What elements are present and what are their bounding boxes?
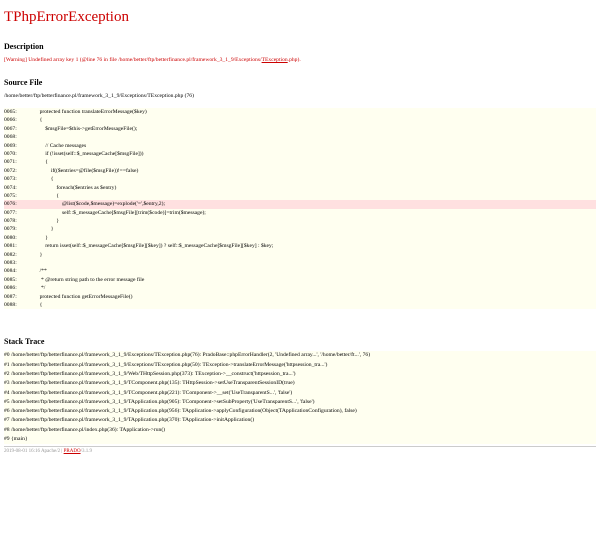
stack-frame: #1 /home/better/ftp/betterfinance.pl/framework_3_1_9/Exceptions/TException.php(50): TException->translateErrorMessage('httpsession_tra...') [4,361,328,368]
line-code: @list($code,$message)=explode('=',$entry,2); [34,201,166,208]
footer-version: 2019-08-01 16:16 Apache/2 | [4,449,64,455]
stack-frame: #3 /home/better/ftp/betterfinance.pl/framework_3_1_9/TComponent.php(135): THttpSession->setUseTransparentSessionID(true) [4,380,295,387]
stack-trace-heading: Stack Trace [4,337,45,347]
source-line [4,284,596,292]
line-number: 0078: [4,218,17,225]
line-number: 0065: [4,109,17,115]
prado-link[interactable]: PRADO [63,449,81,455]
line-code: // Cache messages [34,142,87,149]
line-number: 0070: [4,150,17,157]
line-code: { [34,117,43,124]
exception-link[interactable]: TException [261,57,288,63]
line-code: { [34,176,54,183]
stack-frame: #6 /home/better/ftp/betterfinance.pl/framework_3_1_9/TApplication.php(956): TApplication->applyConfiguration(Object(TApplicationConfiguration), false) [4,408,357,415]
source-line [4,209,596,217]
source-line [4,175,596,183]
line-code: return isset(self::$_messageCache[$msgFile][$key]) ? self::$_messageCache[$msgFile][$key] : $key; [34,243,274,250]
stack-frame: #9 {main} [4,436,28,443]
line-code: foreach($entries as $entry) [34,184,117,191]
line-number: 0068: [4,134,17,141]
line-number: 0084: [4,268,17,275]
source-code-block [4,108,596,309]
line-number: 0069: [4,142,17,149]
stack-frame: #7 /home/better/ftp/betterfinance.pl/framework_3_1_9/TApplication.php(370): TApplication->initApplication() [4,417,255,424]
line-code: if(($entries=@file($msgFile))!==false) [34,167,139,174]
stack-frame: #2 /home/better/ftp/betterfinance.pl/framework_3_1_9/Web/THttpSession.php(373): TException->__construct('httpsession_tra...') [4,370,296,377]
source-line [4,192,596,200]
source-line [4,167,596,175]
line-code: } [34,226,54,233]
line-code: { [34,301,43,308]
source-line [4,133,596,141]
source-line [4,225,596,233]
stack-frame: #4 /home/better/ftp/betterfinance.pl/framework_3_1_9/TComponent.php(221): TComponent->__set('UseTransparentS...', 'false') [4,389,293,396]
footer [4,446,596,456]
line-code: * @return string path to the error message file [34,276,145,283]
stack-frame: #0 /home/better/ftp/betterfinance.pl/framework_3_1_9/Exceptions/TException.php(76): PradoBase::phpErrorHandler(2, 'Undefined array...', '/home/better/ft...', 76) [4,352,371,359]
page-title: TPhpErrorException [4,9,129,25]
source-line [4,158,596,166]
line-number: 0088: [4,301,17,308]
line-number: 0066: [4,117,17,124]
line-code: protected function getErrorMessageFile() [34,293,133,300]
source-line [4,259,596,267]
line-number: 0083: [4,260,17,267]
source-line [4,276,596,284]
line-number: 0077: [4,209,17,216]
line-code: $msgFile=$this->getErrorMessageFile(); [34,125,138,132]
line-code: */ [34,285,46,292]
line-code: } [34,234,48,241]
line-number: 0085: [4,276,17,283]
stack-frame: #5 /home/better/ftp/betterfinance.pl/framework_3_1_9/TApplication.php(905): TComponent->setSubProperty('UseTransparentS...', 'false') [4,398,315,405]
stack-frame: #8 /home/better/ftp/betterfinance.pl/index.php(36): TApplication->run() [4,426,166,433]
error-message-tail: .php). [287,57,301,63]
description-heading: Description [4,42,44,51]
source-file-path: /home/better/ftp/betterfinance.pl/framework_3_1_9/Exceptions/TException.php (76) [4,93,194,99]
line-number: 0072: [4,167,17,174]
line-number: 0086: [4,285,17,292]
line-code: protected function translateErrorMessage($key) [34,109,147,115]
line-number: 0073: [4,176,17,183]
source-line [4,116,596,124]
source-line [4,234,596,242]
source-line [4,184,596,192]
line-number: 0087: [4,293,17,300]
line-code: { [34,159,48,166]
source-line [4,293,596,301]
error-message-text: [Warning] Undefined array key 1 (@line 76 in file /home/better/ftp/betterfinance.pl/framework_3_1_9/Exceptions/ [4,57,262,63]
line-code: { [34,192,60,199]
line-code: } [34,218,60,225]
source-line [4,125,596,133]
stack-trace-block [4,351,596,444]
line-number: 0079: [4,226,17,233]
line-code: /** [34,268,47,275]
source-line [4,267,596,275]
line-code: if (!isset(self::$_messageCache[$msgFile])) [34,150,144,157]
source-file-heading: Source File [4,78,43,87]
source-line [4,217,596,225]
source-line [4,251,596,259]
error-message [4,56,596,64]
line-number: 0075: [4,192,17,199]
source-line [4,108,596,116]
source-line [4,142,596,150]
line-code: self::$_messageCache[$msgFile][trim($code)]=trim($message); [34,209,206,216]
line-number: 0081: [4,243,17,250]
line-number: 0067: [4,125,17,132]
source-line-error [4,200,596,208]
line-number: 0071: [4,159,17,166]
line-number: 0080: [4,234,17,241]
source-line [4,242,596,250]
source-line [4,301,596,309]
source-line [4,150,596,158]
line-code: } [34,251,43,258]
line-number: 0076: [4,201,17,208]
line-number: 0074: [4,184,17,191]
line-number: 0082: [4,251,17,258]
footer-prado-version: /3.1.9 [80,449,92,455]
